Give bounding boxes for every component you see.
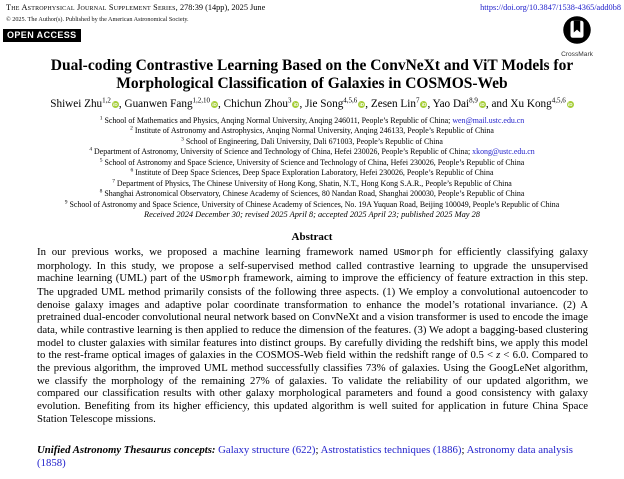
paper-title: Dual-coding Contrastive Learning Based on the ConvNeXt and ViT Models for Morphological Classification of Galaxies in COSMOS-Web [50, 57, 574, 92]
affiliation: $^9$ School of Astronomy and Space Science, University of Chinese Academy of Sciences, No. 19A Yuquan Road, Beijing 100049, People’s Republic of China [64, 199, 560, 209]
code-term: USmorph [199, 273, 240, 285]
affiliation-number: 4 [89, 146, 93, 153]
italic-term: z [496, 349, 501, 362]
journal-issue: 278:39 (14pp), 2025 June [177, 3, 266, 12]
keywords-label: Unified Astronomy Thesaurus concepts: [37, 444, 219, 456]
author-list: Shiwei Zhu$^{1,2}$iD, Guanwen Fang$^{1,2,10}$iD, Chichun Zhou$^3$iD, Jie Song$^{4,5,6}$iD, Zesen Lin$^7$iD, Yao Dai$^{8,9}$iD, and Xu Kong$^{4,5,6}$iD [50, 96, 573, 110]
code-term: USmorph [393, 247, 434, 258]
author-affiliation-sup: 1,2,10 [192, 96, 211, 105]
author: Guanwen Fang$^{1,2,10}$iD [124, 96, 217, 110]
author-affiliation-sup: 4,5,6 [551, 96, 566, 105]
orcid-icon[interactable]: iD [359, 102, 365, 107]
affiliation: $^3$ School of Engineering, Dali University, Dali 671003, People’s Republic of China [181, 136, 443, 146]
author: Zesen Lin$^7$iD [370, 96, 427, 110]
orcid-icon[interactable]: iD [113, 102, 118, 107]
orcid-icon[interactable]: iD [212, 102, 217, 107]
affiliation: $^2$ Institute of Astronomy and Astrophysics, Anqing Normal University, Anqing 246133, People’s Republic of China [130, 125, 494, 136]
thesaurus-link[interactable]: Galaxy structure (622) [218, 444, 316, 456]
doi-link[interactable]: https://doi.org/10.3847/1538-4365/add0b8 [480, 3, 621, 12]
crossmark-icon [562, 15, 592, 50]
affiliation: $^8$ Shanghai Astronomical Observatory, Chinese Academy of Sciences, 80 Nandan Road, Shanghai 200030, People’s Republic of China [99, 188, 525, 199]
thesaurus-link[interactable]: Astrostatistics techniques (1886) [320, 444, 462, 456]
author-affiliation-sup: 3 [287, 96, 292, 105]
affiliation-number: 7 [112, 178, 115, 185]
affiliation-number: 8 [99, 188, 103, 195]
author-affiliation-sup: 8,9 [469, 96, 478, 105]
orcid-icon[interactable]: iD [293, 102, 299, 107]
author: Shiwei Zhu$^{1,2}$iD [50, 96, 118, 110]
author-affiliation-sup: 1,2 [102, 96, 111, 105]
orcid-icon[interactable]: iD [567, 102, 573, 107]
keywords-line [37, 444, 588, 470]
author-affiliation-sup: 7 [415, 96, 420, 105]
journal-header [6, 3, 265, 12]
affiliation: $^6$ Institute of Deep Space Sciences, Deep Space Exploration Laboratory, Hefei 230026, People’s Republic of China [130, 167, 494, 178]
author-affiliation-sup: 4,5,6 [343, 96, 358, 105]
affiliation-number: 1 [99, 115, 103, 122]
history-line: Received 2024 December 30; revised 2025 April 8; accepted 2025 April 23; published 2025 May 28 [144, 210, 480, 219]
email-link[interactable]: wen@mail.ustc.edu.cn [452, 116, 525, 125]
crossmark-logo[interactable] [546, 15, 608, 58]
abstract-heading: Abstract [291, 231, 333, 243]
affiliation: $^4$ Department of Astronomy, University of Science and Technology of China, Hefei 230026, People’s Republic of China; xkong@ustc.edu.cn [89, 146, 535, 157]
keyword-links: Galaxy structure (622); Astrostatistics techniques (1886); Astronomy data analysis (1858) [37, 444, 573, 469]
affiliation-number: 5 [99, 157, 103, 164]
abstract-body: In our previous works, we proposed a machine learning framework named USmorph for efficiently classifying galaxy morphology. In this study, we propose a self-supervised method called contrastive learning to upgrade the unsupervised machine learning (UML) part of the USmorph framework, aiming to improve the efficiency of feature extraction in this step. The upgraded UML method primarily consists of the following three aspects. (1) We employ a convolutional autoencoder to denoise galaxy images and adaptive polar coordinate transformation to enhance the model’s rotational invariance. (2) A pretrained dual-encoder convolutional neural network based on ConvNeXt and a vision transformer is used to encode the image data, while contrastive learning is then applied to reduce the dimension of the features. (3) We adopt a bagging-based clustering model to cluster galaxies with similar features into distinct groups. By carefully dividing the redshift bins, we apply this model to the rest-frame optical images of galaxies in the COSMOS-Web field within the redshift range of 0.5 < z < 6.0. Compared to the previous algorithm, the improved UML method successfully classifies 73% of galaxies. Using the GoogLeNet algorithm, we classify the morphology of the remaining 27% of galaxies. To validate the reliability of our updated algorithm, we compared our classification results with other galaxy morphological parameters and found a good consistency with galaxy evolution. Benefiting from its higher efficiency, this updated algorithm is well suited for application in future China Space Station Telescope missions. [37, 246, 589, 425]
email-link[interactable]: xkong@ustc.edu.cn [472, 147, 535, 157]
orcid-icon[interactable]: iD [480, 102, 485, 107]
journal-name: The Astrophysical Journal Supplement Series, [6, 3, 178, 12]
orcid-icon[interactable]: iD [421, 102, 427, 107]
affiliation: $^1$ School of Mathematics and Physics, Anqing Normal University, Anqing 246011, People’s Republic of China; wen@mail.ustc.edu.cn [99, 115, 525, 125]
author: Jie Song$^{4,5,6}$iD [305, 96, 365, 110]
affiliation-number: 6 [130, 167, 134, 174]
author: and Xu Kong$^{4,5,6}$iD [491, 96, 573, 110]
author: Chichun Zhou$^3$iD [223, 96, 299, 110]
affiliation-number: 2 [130, 125, 133, 132]
open-access-badge: OPEN ACCESS [3, 29, 81, 42]
crossmark-label: CrossMark [561, 51, 593, 58]
affiliation: $^5$ School of Astronomy and Space Science, University of Science and Technology of China, Hefei 230026, People’s Republic of China [99, 157, 525, 167]
affiliation: $^7$ Department of Physics, The Chinese University of Hong Kong, Shatin, N.T., Hong Kong S.A.R., People’s Republic of China [112, 178, 512, 188]
author: Yao Dai$^{8,9}$iD [432, 96, 485, 110]
affiliation-number: 9 [64, 199, 68, 205]
affiliation-list [0, 116, 624, 210]
affiliation-number: 3 [181, 136, 184, 143]
copyright-line: © 2025. The Author(s). Published by the American Astronomical Society. [6, 16, 189, 23]
thesaurus-link[interactable]: Astronomy data analysis (1858) [37, 444, 573, 469]
